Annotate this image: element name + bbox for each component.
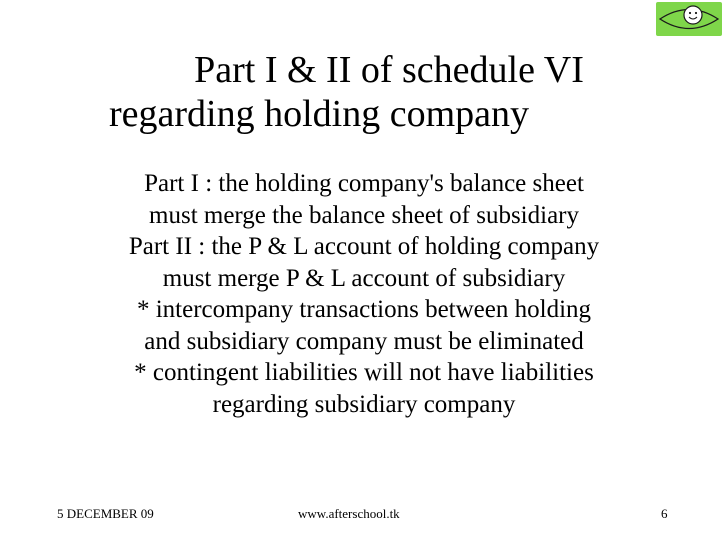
body-line: Part I : the holding company's balance sheet <box>144 170 584 197</box>
slide-title <box>0 48 728 136</box>
body-line: and subsidiary company must be eliminated <box>144 327 584 355</box>
smiley-icon <box>656 2 722 36</box>
title-line-1: Part I & II of schedule VI <box>194 49 584 91</box>
body-line: * intercompany transactions between holding <box>136 296 592 323</box>
body-line: * contingent liabilities will not have liabilities <box>134 359 594 386</box>
slide-body <box>54 168 674 420</box>
footer-page-number: 6 <box>661 506 668 521</box>
footer-url: www.afterschool.tk <box>298 506 400 521</box>
body-line: must merge the balance sheet of subsidiary <box>149 201 579 229</box>
title-line-2: regarding holding company <box>108 93 529 135</box>
afterschool-logo <box>656 2 722 36</box>
body-line: Part II : the P & L account of holding company <box>128 233 600 260</box>
body-line: regarding subsidiary company <box>212 390 516 418</box>
body-line: must merge P & L account of subsidiary <box>162 264 566 292</box>
footer-date: 5 DECEMBER 09 <box>57 506 154 521</box>
